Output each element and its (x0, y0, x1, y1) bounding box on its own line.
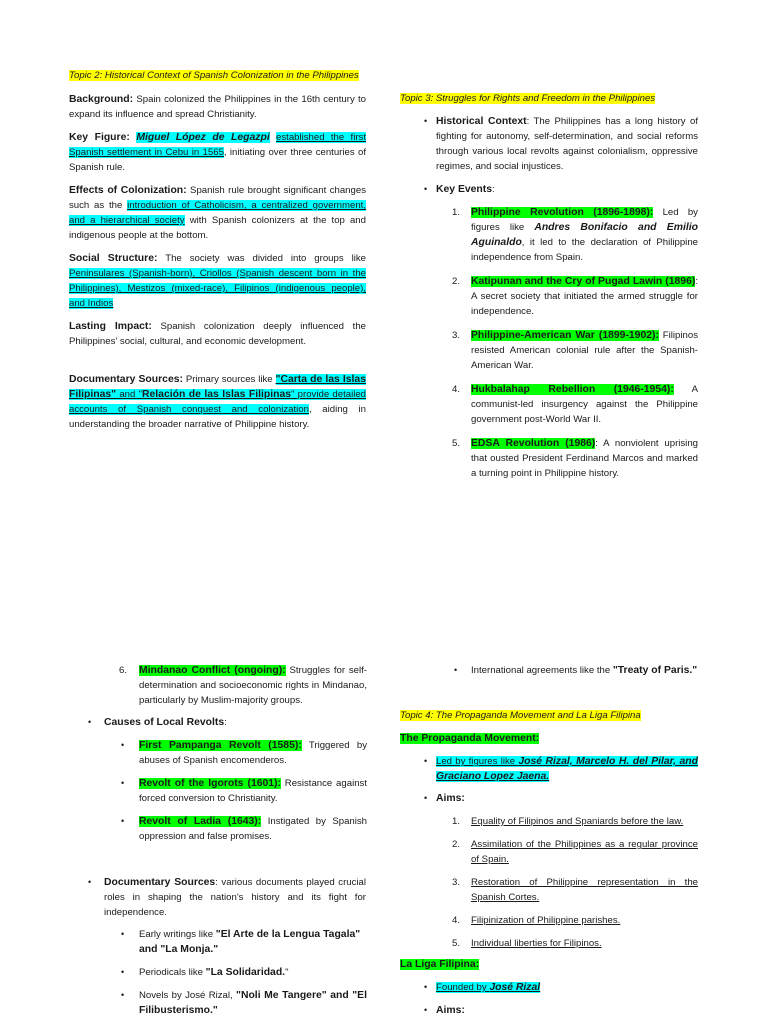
mindanao-title: Mindanao Conflict (ongoing): (139, 665, 286, 676)
effects-paragraph (69, 183, 366, 243)
propaganda-heading: The Propaganda Movement: (400, 733, 540, 744)
revolt-item (118, 776, 367, 806)
bullet-icon: • (424, 184, 428, 194)
event-title: Katipunan and the Cry of Pugad Lawin (1896) (471, 276, 696, 287)
aim-item (440, 814, 698, 829)
carta-link[interactable]: "Carta de las Islas Filipinas" (69, 374, 366, 400)
led-by-names[interactable]: José Rizal, Marcelo H. del Pilar, and Graciano Lopez Jaena. (436, 756, 698, 782)
event-title: Philippine Revolution (1896-1898): (471, 207, 654, 218)
founded-name[interactable]: José Rizal (489, 982, 541, 993)
bullet-icon: • (454, 665, 458, 675)
document-titles: "La Solidaridad. (205, 967, 286, 978)
document-text: Novels by José Rizal, (139, 990, 237, 1001)
social-structure-label: Social Structure: (69, 253, 158, 264)
revolts-list (118, 738, 367, 844)
lasting-impact-label: Lasting Impact: (69, 321, 152, 332)
aim-text[interactable]: Equality of Filipinos and Spaniards before the law. (471, 816, 684, 827)
causes-label: Causes of Local Revolts (104, 717, 225, 728)
topic2-section (69, 68, 366, 432)
aim-number: 1. (451, 816, 460, 827)
international-text: International agreements like the (471, 665, 613, 676)
aims-label-2: Aims: (436, 1005, 465, 1016)
aim-number: 3. (451, 877, 460, 888)
aim-text[interactable]: Restoration of Philippine representation in the Spanish Cortes. (471, 877, 698, 903)
key-figure-rest: , initiating over three centuries of Spanish rule. (69, 147, 366, 173)
aim-item (440, 913, 698, 928)
aim-number: 4. (451, 915, 460, 926)
liga-section (400, 957, 700, 972)
background-paragraph (69, 92, 366, 122)
effects-text: Spanish rule brought significant changes such as the (69, 185, 366, 211)
effects-text-2: with Spanish colonizers at the top and indigenous people at the bottom. (69, 215, 366, 241)
aim-number: 2. (451, 839, 460, 850)
aim-number: 5. (451, 938, 460, 949)
historical-context-item (418, 114, 698, 174)
event-title: Hukbalahap Rebellion (1946-1954): (471, 384, 674, 395)
key-figure-link[interactable]: established the first Spanish settlement in Cebu in 1565 (69, 132, 366, 158)
documentary-sources-text-2: , aiding in understanding the broader narrative of Philippine history. (69, 404, 366, 430)
founded-text[interactable]: Founded by (436, 982, 490, 993)
aim-text[interactable]: Individual liberties for Filipinos. (471, 938, 602, 949)
key-events-colon: : (492, 184, 495, 195)
bullet-icon: • (88, 877, 92, 887)
relacion-link[interactable]: Relación de las Islas Filipinas (142, 389, 292, 400)
topic4-section (400, 708, 700, 746)
aims-list (440, 814, 698, 951)
key-events-label: Key Events (436, 184, 493, 195)
revolt-item (118, 738, 367, 768)
bullet-icon: • (424, 756, 428, 766)
event-title: EDSA Revolution (1986) (471, 438, 596, 449)
documentary-sources-label: Documentary Sources: (69, 374, 183, 385)
social-structure-paragraph (69, 251, 366, 311)
documentary-sources-item (86, 875, 366, 920)
revolt-item (118, 814, 367, 844)
aim-item (440, 936, 698, 951)
bullet-icon: • (121, 929, 125, 939)
event-title: Philippine-American War (1899-1902): (471, 330, 659, 341)
event-number: 1. (451, 207, 460, 218)
international-item (440, 663, 700, 678)
revolt-text: Triggered by abuses of Spanish encomenderos. (139, 740, 367, 766)
document-titles: "Noli Me Tangere" and "El Filibusterismo." (139, 990, 368, 1016)
event-number: 4. (451, 384, 460, 395)
revolt-title: First Pampanga Revolt (1585): (139, 740, 302, 751)
background-text: Spain colonized the Philippines in the 16th century to expand its influence and spread Christianity. (69, 94, 366, 120)
aim-item (440, 837, 698, 867)
topic3-title: Topic 3: Struggles for Rights and Freedom in the Philippines (400, 93, 656, 104)
event-item (440, 274, 698, 319)
and-link[interactable]: and " (116, 389, 142, 400)
aims-item-2 (418, 1003, 698, 1018)
causes-colon: : (224, 717, 227, 728)
event-names: Andres Bonifacio and Emilio Aguinaldo (471, 222, 698, 248)
founded-item (418, 980, 698, 995)
event-item (440, 436, 698, 481)
accounts-link[interactable]: " provide detailed accounts of Spanish conquest and colonization (69, 389, 367, 415)
effects-label: Effects of Colonization: (69, 185, 187, 196)
key-figure-label: Key Figure: (69, 132, 137, 143)
document-titles: "El Arte de la Lengua Tagala" and "La Monja." (139, 929, 361, 955)
causes-item (86, 715, 366, 730)
event-item (440, 205, 698, 265)
social-structure-text: The society was divided into groups like (157, 253, 366, 264)
mindanao-text: Struggles for self-determination and socioeconomic rights in Mindanao, particularly by Muslim-majority groups. (139, 665, 367, 706)
revolt-text: Resistance against forced conversion to Christianity. (139, 778, 367, 804)
topic2-title: Topic 2: Historical Context of Spanish Colonization in the Philippines (69, 70, 359, 81)
event-number: 6. (118, 665, 127, 676)
document-text: Periodicals like (139, 967, 206, 978)
key-events-item (418, 182, 698, 197)
topic4-title: Topic 4: The Propaganda Movement and La Liga Filipina (400, 710, 641, 721)
aims-item (418, 791, 698, 806)
led-by-item (418, 754, 698, 784)
revolt-title: Revolt of the Igorots (1601): (139, 778, 281, 789)
event-text: : A secret society that initiated the armed struggle for independence. (471, 276, 698, 317)
event-text: : A nonviolent uprising that ousted President Ferdinand Marcos and marked a turning point in Philippine history. (471, 438, 698, 479)
treaty-title: "Treaty of Paris." (612, 665, 698, 676)
bullet-icon: • (424, 1005, 428, 1015)
documents-list (118, 927, 367, 1018)
event-item (440, 328, 698, 373)
event-text: Filipinos resisted American colonial rule after the Spanish-American War. (471, 330, 698, 371)
liga-heading: La Liga Filipina: (400, 959, 480, 970)
bullet-icon: • (424, 116, 428, 126)
bullet-icon: • (121, 816, 125, 826)
event-number: 3. (451, 330, 460, 341)
revolt-title: Revolt of Ladia (1643): (139, 816, 262, 827)
effects-link[interactable]: introduction of Catholicism, a centralized government, and a hierarchical society (69, 200, 367, 226)
document-item (118, 965, 367, 980)
social-structure-link[interactable]: Peninsulares (Spanish-born), Criollos (Spanish descent born in the Philippines), Mestizos (mixed-race), Filipinos (indigenous people), and Indios (69, 268, 366, 309)
bullet-icon: • (121, 778, 125, 788)
event-text-2: , it led to the declaration of Philippine independence from Spain. (471, 237, 698, 263)
key-figure-name: Miguel López de Legazpi (136, 132, 270, 143)
bullet-icon: • (424, 793, 428, 803)
historical-context-label: Historical Context (436, 116, 527, 127)
bullet-icon: • (121, 990, 125, 1000)
aims-label: Aims: (436, 793, 465, 804)
documentary-sources-label-2: Documentary Sources (104, 877, 216, 888)
documentary-sources-text-3: : various documents played crucial roles in shaping the nation's history and its fight for independence. (104, 877, 366, 918)
bullet-icon: • (121, 740, 125, 750)
lasting-impact-text: Spanish colonization deeply influenced the Philippines' social, cultural, and economic development. (69, 321, 366, 347)
documentary-sources-paragraph (69, 372, 366, 432)
event-number: 5. (451, 438, 460, 449)
topic3-section (400, 91, 700, 106)
document-item (118, 927, 367, 957)
bullet-icon: • (424, 982, 428, 992)
event-text: Led by figures like (471, 207, 698, 233)
bullet-icon: • (88, 717, 92, 727)
bullet-icon: • (121, 967, 125, 977)
background-label: Background: (69, 94, 134, 105)
aim-text[interactable]: Filipinization of Philippine parishes. (471, 915, 621, 926)
key-figure-paragraph (69, 130, 366, 175)
document-text: Early writings like (139, 929, 216, 940)
lasting-impact-paragraph (69, 319, 366, 349)
revolt-text: Instigated by Spanish oppression and false promises. (139, 816, 368, 842)
document-end: " (285, 967, 289, 978)
event-text: A communist-led insurgency against the Philippine government post-World War II. (471, 384, 698, 425)
mindanao-item (109, 663, 367, 708)
event-item (440, 382, 698, 427)
aim-text[interactable]: Assimilation of the Philippines as a regular province of Spain. (471, 839, 698, 865)
led-by-text[interactable]: Led by figures like (436, 756, 519, 767)
document-item (118, 988, 367, 1018)
events-list (440, 205, 698, 481)
documentary-sources-text: Primary sources like (182, 374, 276, 385)
aim-item (440, 875, 698, 905)
historical-context-text: : The Philippines has a long history of fighting for autonomy, self-determination, and social reforms through various local revolts against colonialism, oppressive regimes, and social injustices. (436, 116, 698, 172)
event-number: 2. (451, 276, 460, 287)
